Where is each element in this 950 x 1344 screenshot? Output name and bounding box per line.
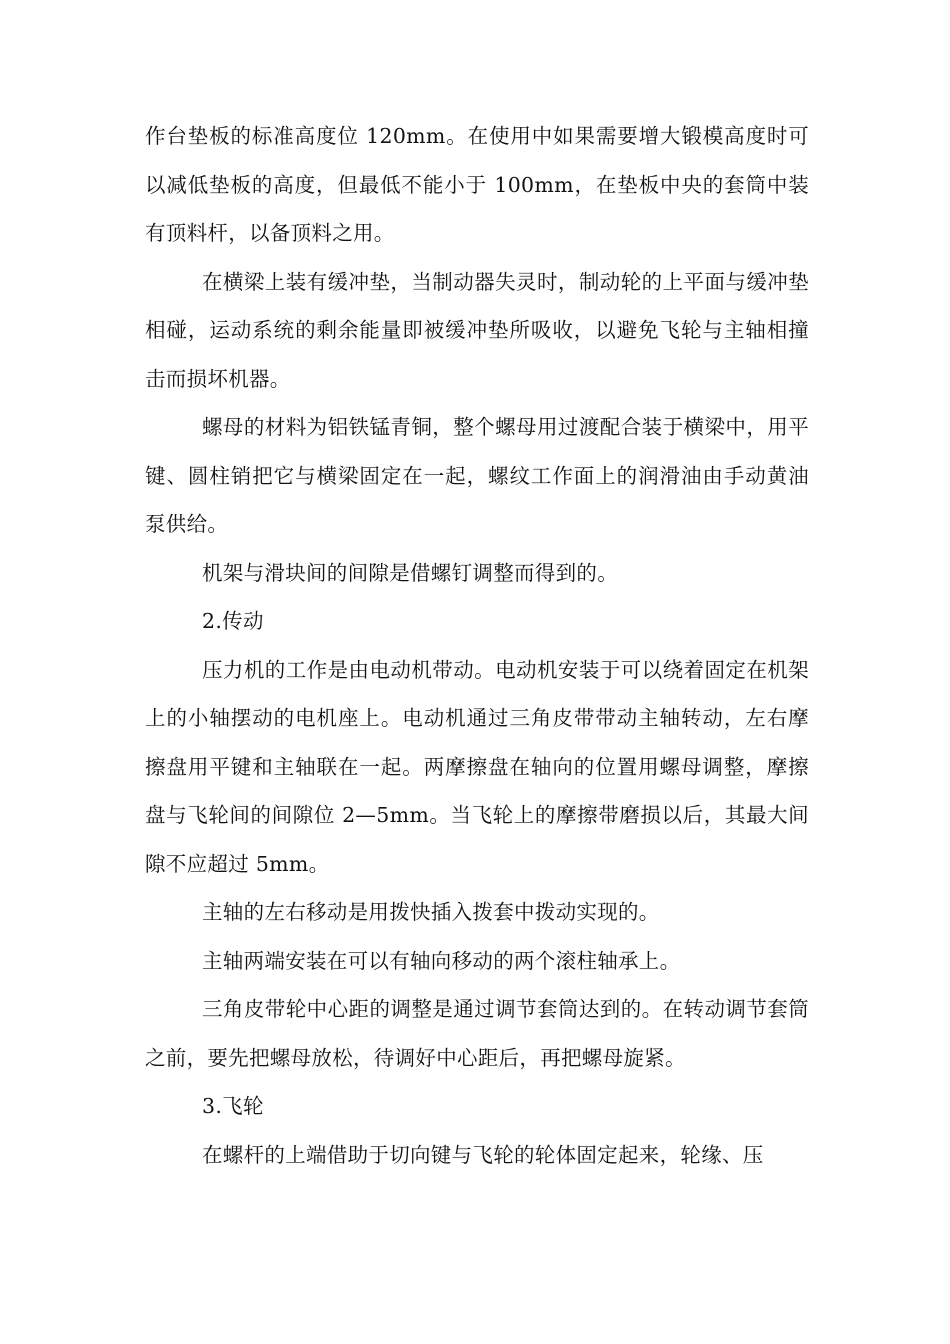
paragraph-spindle-bearings: 主轴两端安装在可以有轴向移动的两个滚柱轴承上。: [202, 948, 681, 973]
paragraph-belt-adjustment: 三角皮带轮中心距的调整是通过调节套筒达到的。在转动调节套筒之前，要先把螺母放松，待调好中心距后，再把螺母旋紧。: [145, 997, 809, 1070]
paragraph-nut-material: 螺母的材料为铝铁锰青铜，整个螺母用过渡配合装于横梁中，用平键、圆柱销把它与横梁固定在一起，螺纹工作面上的润滑油由手动黄油泵供给。: [145, 415, 809, 536]
paragraph-spindle-movement: 主轴的左右移动是用拨快插入拨套中拨动实现的。: [202, 900, 660, 924]
paragraph-buffer-pad: 在横梁上装有缓冲垫，当制动器失灵时，制动轮的上平面与缓冲垫相碰，运动系统的剩余能量即被缓冲垫所吸收，以避免飞轮与主轴相撞击而损坏机器。: [145, 269, 809, 391]
paragraph-motor-drive: 压力机的工作是由电动机带动。电动机安装于可以绕着固定在机架上的小轴摆动的电机座上。电动机通过三角皮带带动主轴转动，左右摩擦盘用平键和主轴联在一起。两摩擦盘在轴向的位置用螺母调整，摩擦盘与飞轮间的间隙位 2—5mm。当飞轮上的摩擦带磨损以后，其最大间隙不应超过 5mm。: [145, 657, 809, 876]
paragraph-frame-clearance: 机架与滑块间的间隙是借螺钉调整而得到的。: [202, 560, 618, 585]
document-body: [145, 112, 809, 1179]
section-heading-transmission: 2.传动: [202, 609, 264, 633]
paragraph-pad-height: 作台垫板的标准高度位 120mm。在使用中如果需要增大锻模高度时可以减低垫板的高度，但最低不能小于 100mm，在垫板中央的套筒中装有顶料杆，以备顶料之用。: [145, 124, 809, 245]
paragraph-flywheel-mount: 在螺杆的上端借助于切向键与飞轮的轮体固定起来，轮缘、压: [202, 1142, 764, 1167]
section-heading-flywheel: 3.飞轮: [202, 1094, 264, 1118]
